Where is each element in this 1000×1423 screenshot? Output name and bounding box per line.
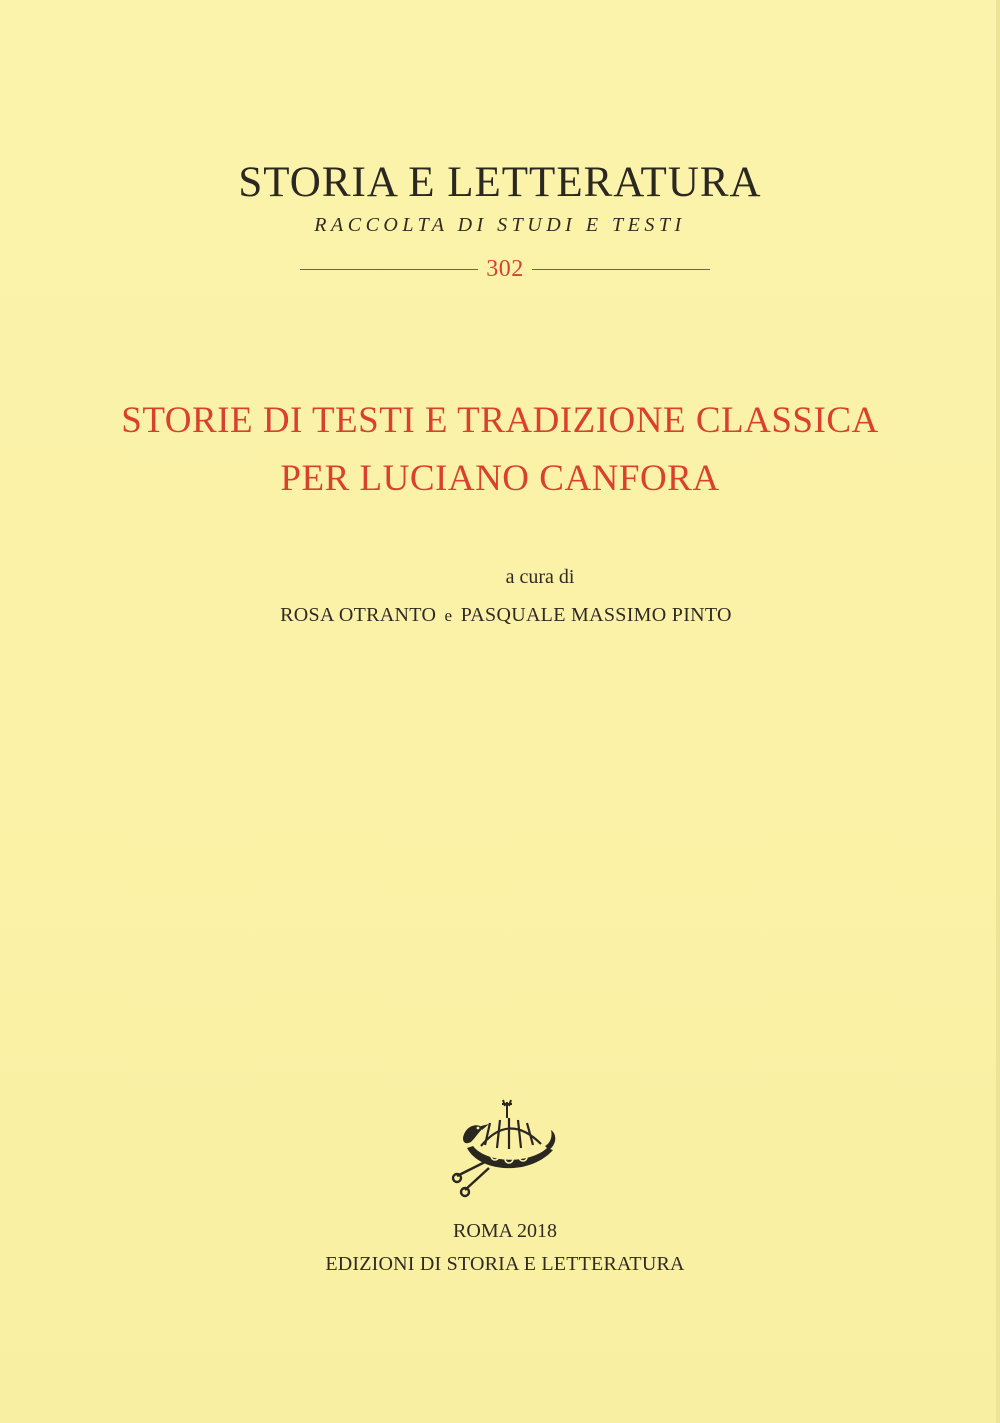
editor-name-2: PASQUALE MASSIMO PINTO (460, 604, 732, 626)
book-title-line-1: STORIE DI TESTI E TRADIZIONE CLASSICA (121, 400, 879, 441)
book-title (0, 392, 1000, 508)
series-subtitle: RACCOLTA DI STUDI E TESTI (314, 214, 686, 236)
left-rule-divider (300, 269, 478, 270)
series-number: 302 (486, 255, 524, 282)
right-rule-divider (532, 269, 710, 270)
editor-conjunction: e (444, 606, 453, 625)
series-number-row (300, 252, 710, 286)
place-year: ROMA 2018 (453, 1220, 557, 1242)
ship-bird-emblem-icon (445, 1098, 560, 1198)
series-title: STORIA E LETTERATURA (238, 159, 762, 206)
editor-name-1: ROSA OTRANTO (280, 604, 437, 626)
book-title-line-2: PER LUCIANO CANFORA (280, 458, 720, 499)
publisher-name: EDIZIONI DI STORIA E LETTERATURA (325, 1253, 685, 1275)
editor-intro: a cura di (505, 566, 575, 588)
editors-line (6, 604, 1000, 627)
